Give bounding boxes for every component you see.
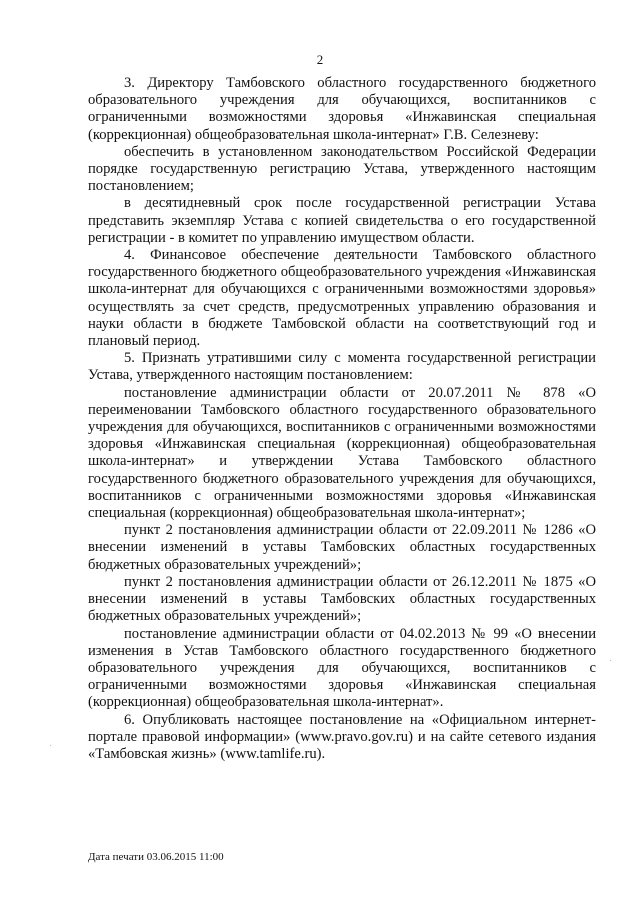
paragraph-6-publish: 6. Опубликовать настоящее постановление на «Официальном интернет-портале правовой информации» (www.pravo.gov.ru) и на сайте сетевого издания «Тамбовская жизнь» (www.tamlife.ru).	[88, 711, 596, 762]
document-body	[88, 75, 596, 763]
repealed-item-99: постановление администрации области от 04.02.2013 № 99 «О внесении изменения в Устав Тамбовского областного государственного бюджетного образовательного учреждения для обучающихся, воспитанников с ограниченными возможностями здоровья «Инжавинская специальная (коррекционная) общеобразовательная школа-интернат».	[88, 625, 596, 711]
paragraph-submit-copy: в десятидневный срок после государственной регистрации Устава представить экземпляр Устава с копией свидетельства о его государственной регистрации - в комитет по управлению имуществом области.	[88, 195, 596, 246]
page-number: 2	[316, 52, 324, 67]
scan-speck	[610, 660, 611, 661]
scan-speck	[50, 745, 51, 746]
paragraph-registration: обеспечить в установленном законодательством Российской Федерации порядке государственную регистрацию Устава, утвержденного настоящим постановлением;	[88, 143, 596, 195]
paragraph-5-repeal: 5. Признать утратившими силу с момента государственной регистрации Устава, утвержденного настоящим постановлением:	[88, 350, 596, 384]
paragraph-3-director: 3. Директору Тамбовского областного государственного бюджетного образовательного учреждения для обучающихся, воспитанников с ограниченными возможностями здоровья «Инжавинская специальная (коррекционная) общеобразовательная школа-интернат» Г.В. Селезневу:	[88, 75, 596, 143]
paragraph-4-financing: 4. Финансовое обеспечение деятельности Тамбовского областного государственного бюджетного общеобразовательного учреждения «Инжавинская школа-интернат для обучающихся с ограниченными возможностями здоровья» осуществлять за счет средств, предусмотренных управлению образования и науки области в бюджете Тамбовской области на соответствующий год и плановый период.	[88, 247, 596, 350]
repealed-item-1875: пункт 2 постановления администрации области от 26.12.2011 № 1875 «О внесении изменений в уставы Тамбовских областных государственных бюджетных образовательных учреждений»;	[88, 573, 596, 625]
repealed-item-878: постановление администрации области от 20.07.2011 № 878 «О переименовании Тамбовского областного государственного образовательного учреждения для обучающихся, воспитанников с ограниченными возможностями здоровья «Инжавинская специальная (коррекционная) общеобразовательная школа-интернат» и утверждении Устава Тамбовского областного государственного бюджетного образовательного учреждения для обучающихся, воспитанников с ограниченными возможностями здоровья «Инжавинская специальная (коррекционная) общеобразовательная школа-интернат»;	[88, 384, 596, 522]
print-date-footer: Дата печати 03.06.2015 11:00	[88, 851, 224, 863]
repealed-item-1286: пункт 2 постановления администрации области от 22.09.2011 № 1286 «О внесении изменений в уставы Тамбовских областных государственных бюджетных образовательных учреждений»;	[88, 522, 596, 573]
